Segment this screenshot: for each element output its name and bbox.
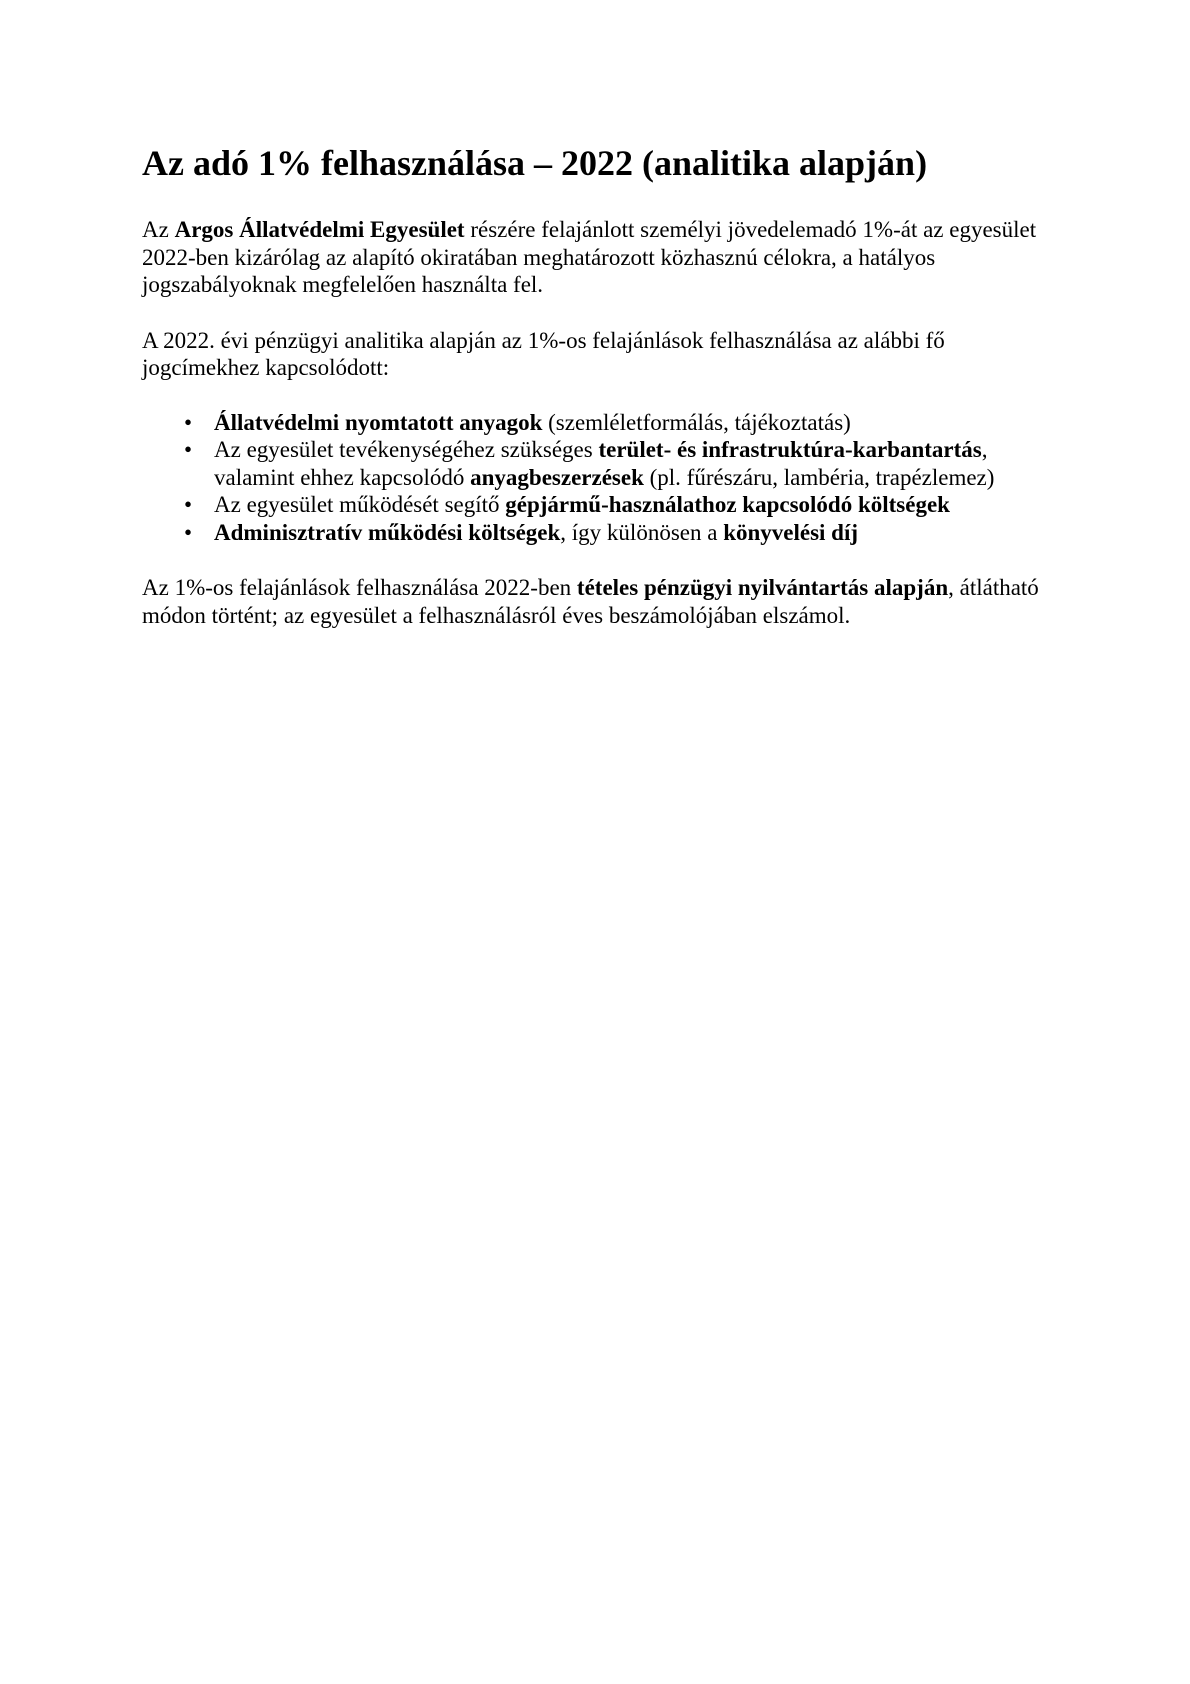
list-item-text: , valamint ehhez kapcsolódó [214,437,988,490]
analytics-paragraph: A 2022. évi pénzügyi analitika alapján az 1%-os felajánlások felhasználása az alábbi fő jogcímekhez kapcsolódott: [142,327,945,380]
list-item-text: Az egyesület tevékenységéhez szükséges [214,437,599,462]
list-item-bold: Állatvédelmi nyomtatott anyagok [214,409,543,435]
list-item [183,409,1050,437]
intro-text-end: részére felajánlott személyi jövedelemadó 1%-át az egyesület 2022-ben kizárólag az alapító okiratában meghatározott közhasznú célokra, a hatályos jogszabályoknak megfelelően használta fel. [142,217,1037,297]
list-item-bold: gépjármű-használathoz kapcsolódó költségek [505,492,950,517]
closing-text-end: , átlátható módon történt; az egyesület a felhasználásról éves beszámolójában elszámol. [142,575,1039,628]
bullet-icon: • [183,519,193,545]
list-item-bold: könyvelési díj [723,519,859,545]
list-item-bold: Adminisztratív működési költségek [214,519,561,545]
list-item-text: Az egyesület működését segítő [214,492,506,517]
organization-name: Argos Állatvédelmi Egyesület [174,217,465,242]
list-item-bold: terület- és infrastruktúra-karbantartás [598,437,982,462]
expense-list [142,409,1050,547]
bullet-icon: • [183,492,193,517]
closing-paragraph [142,574,1050,629]
bullet-icon: • [183,437,193,462]
closing-text-start: Az 1%-os felajánlások felhasználása 2022-ben [142,575,577,600]
list-item-bold: anyagbeszerzések [470,464,644,490]
list-item [183,519,1050,547]
list-item-text: (szemléletformálás, tájékoztatás) [542,409,851,435]
intro-text-start: Az [142,217,175,242]
list-item-text: , így különösen a [560,519,724,545]
page-title: Az adó 1% felhasználása – 2022 (analitika alapján) [142,143,928,183]
list-item [183,491,1050,519]
list-item-text: (pl. fűrészáru, lambéria, trapézlemez) [643,464,995,490]
closing-bold: tételes pénzügyi nyilvántartás alapján [576,575,949,600]
intro-paragraph [142,216,1050,299]
list-item [183,436,1050,491]
bullet-icon: • [183,409,193,435]
